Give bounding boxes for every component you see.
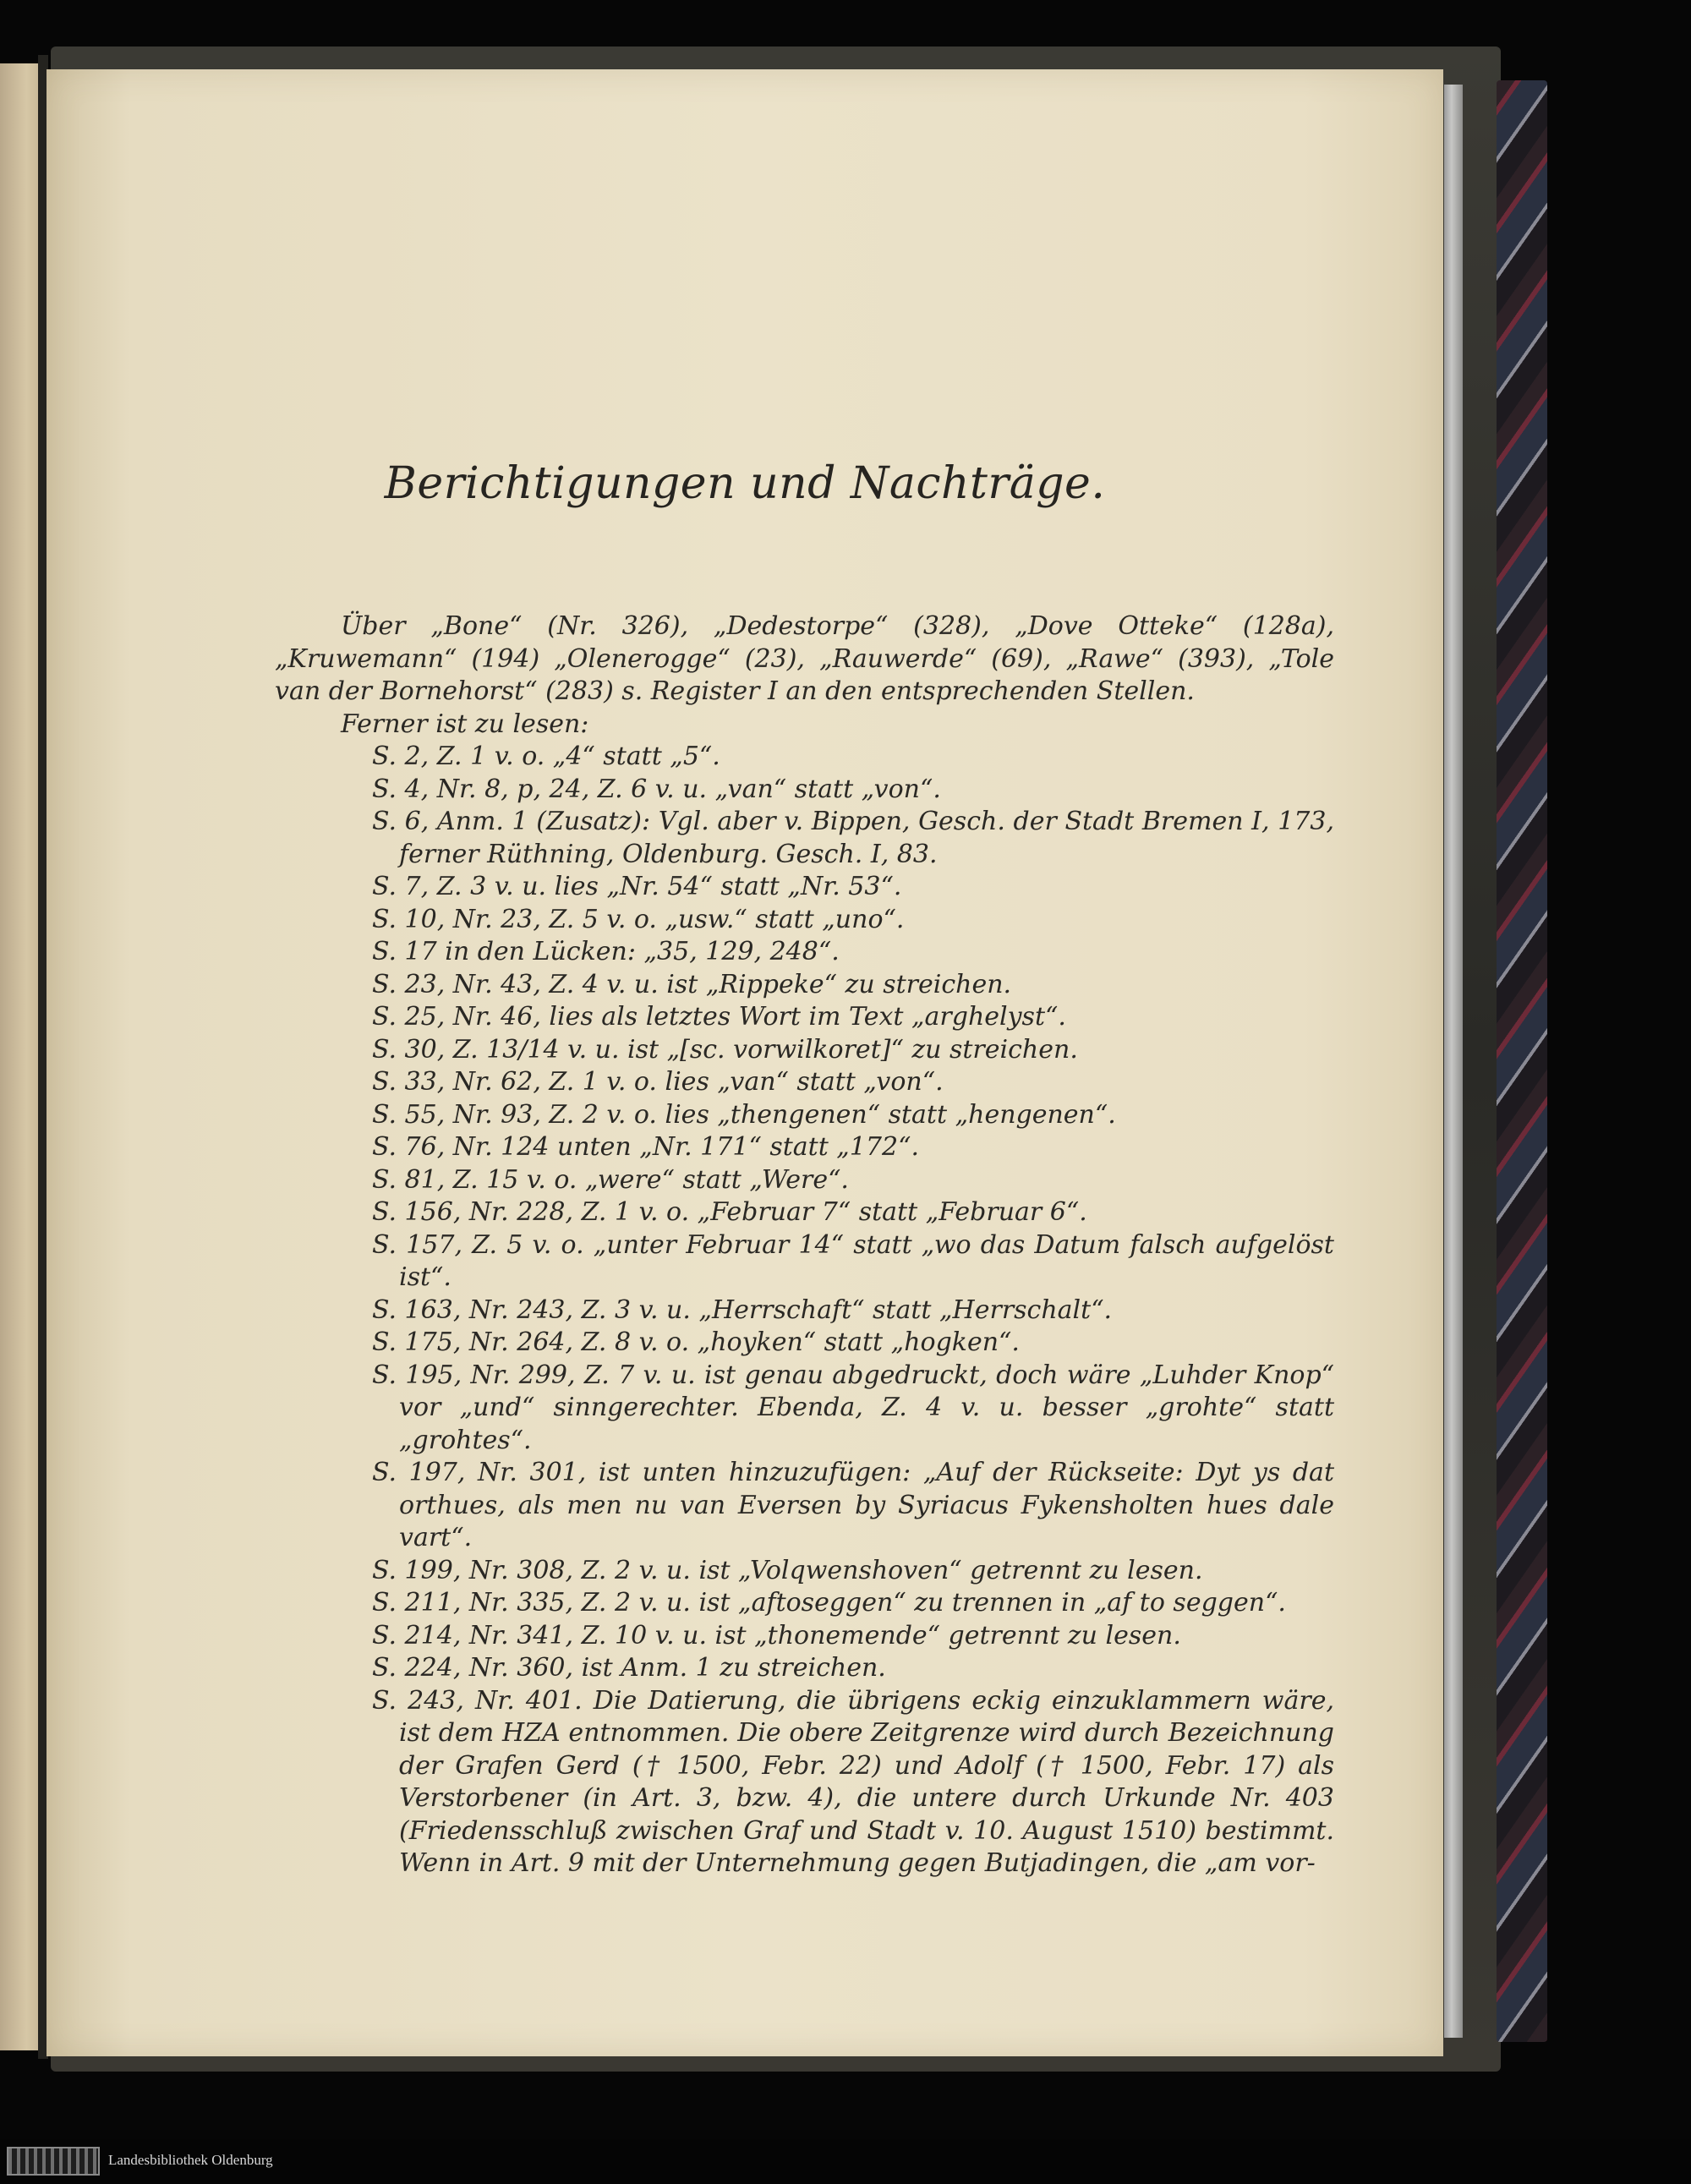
book-page: [47, 69, 1443, 2056]
errata-entry: S. 175, Nr. 264, Z. 8 v. o. „hoyken“ statt „hogken“.: [372, 1327, 1020, 1357]
page-block-edge: [1444, 85, 1463, 2038]
errata-entry: S. 211, Nr. 335, Z. 2 v. u. ist „aftoseggen“ zu trennen in „af to seggen“.: [372, 1588, 1286, 1617]
errata-entry: S. 195, Nr. 299, Z. 7 v. u. ist genau abgedruckt, doch wäre „Luhder Knop“ vor „und“ sinngerechter. Ebenda, Z. 4 v. u. besser „grohte“ statt „grohtes“.: [372, 1360, 1334, 1455]
errata-entry: S. 23, Nr. 43, Z. 4 v. u. ist „Rippeke“ zu streichen.: [372, 969, 1012, 999]
errata-entry: S. 214, Nr. 341, Z. 10 v. u. ist „thonemende“ getrennt zu lesen.: [372, 1620, 1181, 1650]
errata-entry: S. 199, Nr. 308, Z. 2 v. u. ist „Volqwenshoven“ getrennt zu lesen.: [372, 1555, 1203, 1585]
errata-entry: S. 243, Nr. 401. Die Datierung, die übrigens eckig einzuklammern wäre, ist dem HZA entnommen. Die obere Zeitgrenze wird durch Bezeichnung der Grafen Gerd († 1500, Febr. 22) und Adolf († 1500, Febr. 17) als Verstorbener (in Art. 3, bzw. 4), die untere durch Urkunde Nr. 403 (Friedensschluß zwischen Graf und Stadt v. 10. August 1510) bestimmt. Wenn in Art. 9 mit der Unternehmung gegen Butjadingen, die „am vor-: [372, 1685, 1334, 1878]
errata-entry: S. 7, Z. 3 v. u. lies „Nr. 54“ statt „Nr. 53“.: [372, 872, 902, 901]
viewer-footer: [0, 2139, 1691, 2184]
errata-entry: S. 10, Nr. 23, Z. 5 v. o. „usw.“ statt „uno“.: [372, 904, 905, 934]
errata-entry: S. 156, Nr. 228, Z. 1 v. o. „Februar 7“ statt „Februar 6“.: [372, 1197, 1087, 1227]
errata-entry: S. 224, Nr. 360, ist Anm. 1 zu streichen.: [372, 1653, 886, 1683]
errata-entry: S. 6, Anm. 1 (Zusatz): Vgl. aber v. Bippen, Gesch. der Stadt Bremen I, 173, ferner Rüthning, Oldenburg. Gesch. I, 83.: [372, 807, 1334, 869]
errata-entry: S. 55, Nr. 93, Z. 2 v. o. lies „thengenen“ statt „hengenen“.: [372, 1099, 1116, 1130]
page-title: Berichtigungen und Nachträge.: [384, 458, 1106, 509]
errata-entry: S. 76, Nr. 124 unten „Nr. 171“ statt „172“.: [372, 1132, 919, 1162]
errata-entry: S. 197, Nr. 301, ist unten hinzuzufügen: „Auf der Rückseite: Dyt ys dat orthues, als men nu van Eversen by Syriacus Fykensholten hues dale vart“.: [372, 1458, 1334, 1552]
errata-entry: S. 163, Nr. 243, Z. 3 v. u. „Herrschaft“ statt „Herrschalt“.: [372, 1295, 1113, 1325]
errata-entry: S. 4, Nr. 8, p, 24, Z. 6 v. u. „van“ statt „von“.: [372, 774, 941, 804]
library-logo-icon: [7, 2147, 100, 2176]
errata-entry: S. 25, Nr. 46, lies als letztes Wort im Text „arghelyst“.: [372, 1002, 1066, 1032]
errata-entry: S. 33, Nr. 62, Z. 1 v. o. lies „van“ statt „von“.: [372, 1067, 944, 1097]
errata-entry: S. 81, Z. 15 v. o. „were“ statt „Were“.: [372, 1164, 849, 1195]
errata-entry: S. 17 in den Lücken: „35, 129, 248“.: [372, 937, 840, 966]
marbled-board-edge: [1497, 80, 1547, 2042]
errata-entry: S. 157, Z. 5 v. o. „unter Februar 14“ statt „wo das Datum falsch aufgelöst ist“.: [372, 1229, 1334, 1292]
intro-paragraph: Über „Bone“ (Nr. 326), „Dedestorpe“ (328), „Dove Otteke“ (128a), „Kruwemann“ (194) „Olenerogge“ (23), „Rauwerde“ (69), „Rawe“ (393), „Tole van der Bornehorst“ (283) s. Register I an den entsprechenden Stellen.: [275, 611, 1334, 706]
lead-line: Ferner ist zu lesen:: [341, 709, 589, 739]
errata-entry: S. 2, Z. 1 v. o. „4“ statt „5“.: [372, 742, 720, 771]
library-name: Landesbibliothek Oldenburg: [108, 2152, 273, 2168]
errata-entry: S. 30, Z. 13/14 v. u. ist „[sc. vorwilkoret]“ zu streichen.: [372, 1034, 1078, 1065]
errata-text: [275, 610, 1334, 1880]
